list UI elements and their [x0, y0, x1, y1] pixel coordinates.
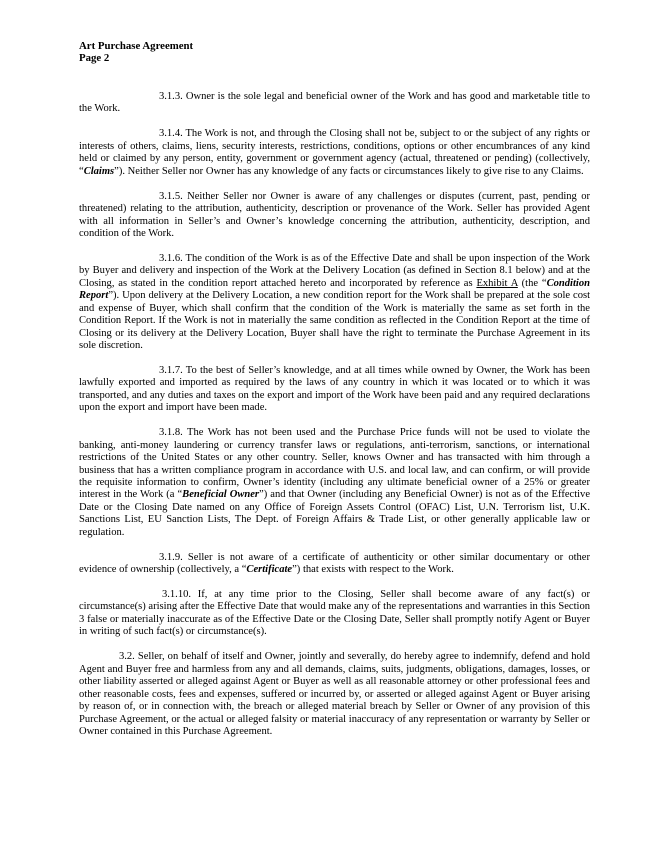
page-number: Page 2: [79, 52, 110, 65]
defined-term: Beneficial Owner: [182, 489, 260, 501]
clause-text: 3.1.9. Seller is not aware of a certificate of authenticity or other similar documentary or other evidence of ownership (collectively, a “: [79, 551, 590, 576]
clause-3-1-8: [79, 427, 590, 539]
defined-term: Condition Report: [79, 277, 590, 302]
clause-text: 3.1.6. The condition of the Work is as of the Effective Date and shall be upon inspection of the Work by Buyer and delivery and inspection of the Work at the Delivery Location (as defined in Section 8.1 below) and at the Closing, as stated in the condition report attached hereto and incorporated by reference as: [79, 252, 590, 289]
clause-text: ”). Upon delivery at the Delivery Location, a new condition report for the Work shall be prepared at the sole cost and expense of Buyer, which shall confirm that the condition of the Work is materially the same as set forth in the Condition Report. If the Work is not in materially the same condition as reflected in the Condition Report at the time of Closing or its delivery at the Delivery Location, Buyer shall have the right to terminate the Purchase Agreement in its sole discretion.: [79, 290, 590, 352]
clause-3-1-10: 3.1.10. If, at any time prior to the Closing, Seller shall become aware of any fact(s) or circumstance(s) arising after the Effective Date that would make any of the representations and warranties in this Section 3 false or materially inaccurate as of the Effective Date or the Closing Date, Seller shall promptly notify Agent or Buyer in writing of such fact(s) or circumstance(s).: [79, 589, 590, 638]
clause-3-2: 3.2. Seller, on behalf of itself and Owner, jointly and severally, do hereby agree to indemnify, defend and hold Agent and Buyer free and harmless from any and all demands, claims, suits, judgments, obligations, damages, losses, or other liability asserted or alleged against Agent or Buyer as well as all reasonable attorney or other professional fees and other reasonable costs, fees and expenses, suffered or incurred by, or asserted or alleged against Agent or Buyer arising by reason of, or in connection with, the breach or alleged material breach by Seller or Owner of any provision of this Purchase Agreement, or the actual or alleged falsity or material inaccuracy of any representation or warranty by Seller or Owner contained in this Purchase Agreement.: [79, 651, 590, 737]
clause-3-1-7: 3.1.7. To the best of Seller’s knowledge, and at all times while owned by Owner, the Work has been lawfully exported and imported as required by the laws of any country in which it was located or to which it was transported, and any duties and taxes on the export and import of the Work have been paid and any required declarations upon the export and import have been made.: [79, 364, 590, 414]
defined-term: Claims: [83, 165, 115, 177]
clause-text: ”) that exists with respect to the Work.: [292, 564, 454, 576]
clause-text: ”) and that Owner (including any Beneficial Owner) is not as of the Effective Date or the Closing Date named on any Office of Foreign Assets Control (OFAC) List, U.N. Terrorism list, U.K. Sanctions List, EU Sanction Lists, The Dept. of Foreign Affairs & Trade List, or other generally applicable law or regulation.: [79, 489, 591, 538]
clause-3-1-3: 3.1.3. Owner is the sole legal and beneficial owner of the Work and has good and marketable title to the Work.: [79, 91, 590, 115]
clause-3-1-4: [79, 128, 590, 178]
clause-3-1-5: 3.1.5. Neither Seller nor Owner is aware of any challenges or disputes (current, past, pending or threatened) relating to the attribution, authenticity, description or provenance of the Work. Seller has provided Agent with all information in Seller’s and Owner’s knowledge concerning the attribution, authenticity, description, and condition of the Work.: [79, 190, 590, 239]
page-header: [79, 40, 193, 65]
clause-3-1-6: [79, 253, 590, 353]
clause-text: ”). Neither Seller nor Owner has any knowledge of any facts or circumstances likely to give rise to any Claims.: [114, 165, 584, 177]
clause-3-1-9: [79, 552, 590, 577]
clause-text: 3.1.4. The Work is not, and through the Closing shall not be, subject to or the subject of any rights or interests of others, claims, liens, security interests, restrictions, conditions, options or other encumbrances of any kind held or claimed by any person, entity, government or government agency (actual, threatened or pending) (collectively, “: [79, 128, 590, 177]
document-title: Art Purchase Agreement: [79, 40, 194, 52]
defined-term: Certificate: [246, 564, 293, 576]
exhibit-reference: Exhibit A: [476, 277, 518, 289]
document-body: [79, 91, 590, 751]
clause-text: (the “: [517, 277, 547, 289]
clause-text: 3.1.8. The Work has not been used and the Purchase Price funds will not be used to violate the banking, anti-money laundering or currency transfer laws or regulations, anti-terrorism, sanctions, or international restrictions of the United States or any other country. Seller, knows Owner and has transacted with him through a business that has a written compliance program in accordance with U.S. and local law, and can confirm, or will provide the requisite information to confirm, Owner’s identity (including any ultimate beneficial owner of a 25% or greater interest in the Work (a “: [79, 427, 590, 501]
